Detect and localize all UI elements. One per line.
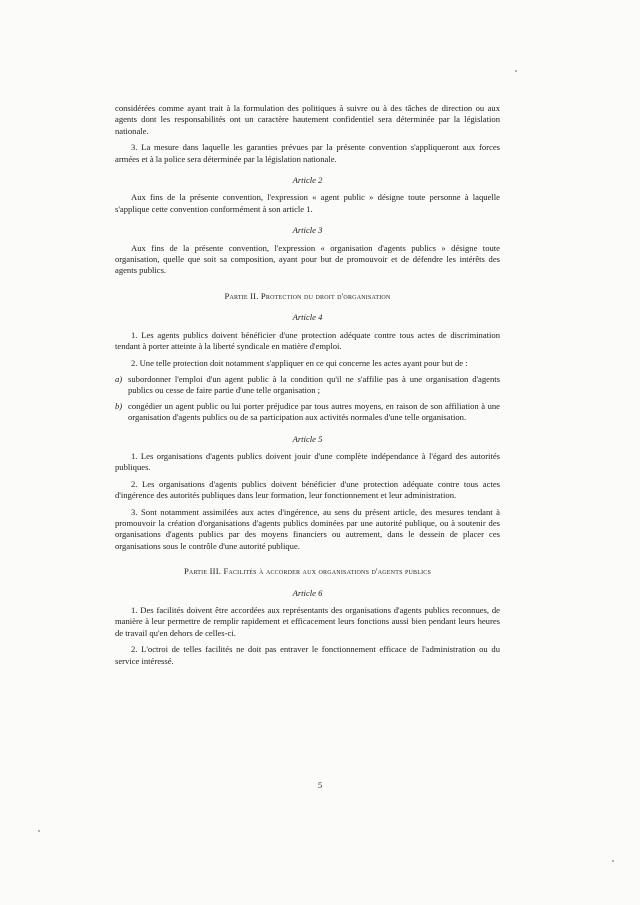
part-2-heading: Partie II. Protection du droit d'organisation	[224, 290, 391, 301]
scan-speck	[38, 830, 40, 832]
paragraph-3: 3. La mesure dans laquelle les garanties prévues par la présente convention s'appliqueront aux forces armées et à la police sera déterminée par la législation nationale.	[115, 142, 500, 164]
article-6-paragraph-1: 1. Des facilités doivent être accordées aux représentants des organisations d'agents publics reconnues, de manière à leur permettre de remplir rapidement et efficacement leurs fonctions aussi bien pendant leurs heures de travail qu'en dehors de celles-ci.	[115, 605, 500, 638]
article-5-heading: Article 5	[292, 433, 323, 444]
article-2-paragraph: Aux fins de la présente convention, l'expression « agent public » désigne toute personne à laquelle s'applique cette convention conformément à son article 1.	[115, 192, 500, 214]
list-item-label: b)	[115, 400, 123, 411]
page-number: 5	[317, 780, 323, 790]
article-5-paragraph-3: 3. Sont notamment assimilées aux actes d'ingérence, au sens du présent article, des mesures tendant à promouvoir la création d'organisations d'agents publics dominées par une autorité publique, ou à soutenir des organisations d'agents publics par des moyens financiers ou autrement, dans le dessein de placer ces organisations sous le contrôle d'une autorité publique.	[115, 506, 500, 551]
article-4-paragraph-1: 1. Les agents publics doivent bénéficier d'une protection adéquate contre tous actes de discrimination tendant à porter atteinte à la liberté syndicale en matière d'emploi.	[115, 329, 500, 352]
article-5-paragraph-2: 2. Les organisations d'agents publics doivent bénéficier d'une protection adéquate contre tous actes d'ingérence des autorités publiques dans leur formation, leur fonctionnement et leur administration.	[115, 478, 500, 501]
article-4-paragraph-2: 2. Une telle protection doit notamment s'appliquer en ce qui concerne les actes ayant pour but de :	[131, 357, 468, 368]
list-item-a	[115, 374, 500, 397]
article-4-heading: Article 4	[292, 312, 323, 323]
scan-speck	[515, 70, 517, 72]
article-6-heading: Article 6	[292, 587, 323, 598]
scan-speck	[612, 860, 614, 862]
list-item-b	[115, 401, 500, 424]
list-item-text: congédier un agent public ou lui porter préjudice par tous autres moyens, en raison de son affiliation à une organisation d'agents publics ou de sa participation aux activités normales d'une telle organisation.	[128, 400, 500, 423]
article-2-heading: Article 2	[292, 175, 323, 186]
part-3-heading: Partie III. Facilités à accorder aux organisations d'agents publics	[183, 566, 432, 577]
document-page	[115, 103, 500, 672]
article-5-paragraph-1: 1. Les organisations d'agents publics doivent jouir d'une complète indépendance à l'égard des autorités publiques.	[115, 450, 500, 473]
article-3-paragraph: Aux fins de la présente convention, l'expression « organisation d'agents publics » désigne toute organisation, quelle que soit sa composition, ayant pour but de promouvoir et de défendre les intérêts des agents publics.	[115, 242, 500, 276]
list-item-label: a)	[115, 373, 123, 384]
paragraph-intro: considérées comme ayant trait à la formulation des politiques à suivre ou à des tâches de direction ou aux agents dont les responsabilités ont un caractère hautement confidentiel sera déterminée par la législation nationale.	[115, 103, 500, 136]
article-3-heading: Article 3	[292, 225, 323, 236]
list-item-text: subordonner l'emploi d'un agent public à la condition qu'il ne s'affilie pas à une organisation d'agents publics ou cesse de faire partie d'une telle organisation ;	[128, 373, 500, 396]
article-6-paragraph-2: 2. L'octroi de telles facilités ne doit pas entraver le fonctionnement efficace de l'administration ou du service intéressé.	[115, 644, 500, 666]
